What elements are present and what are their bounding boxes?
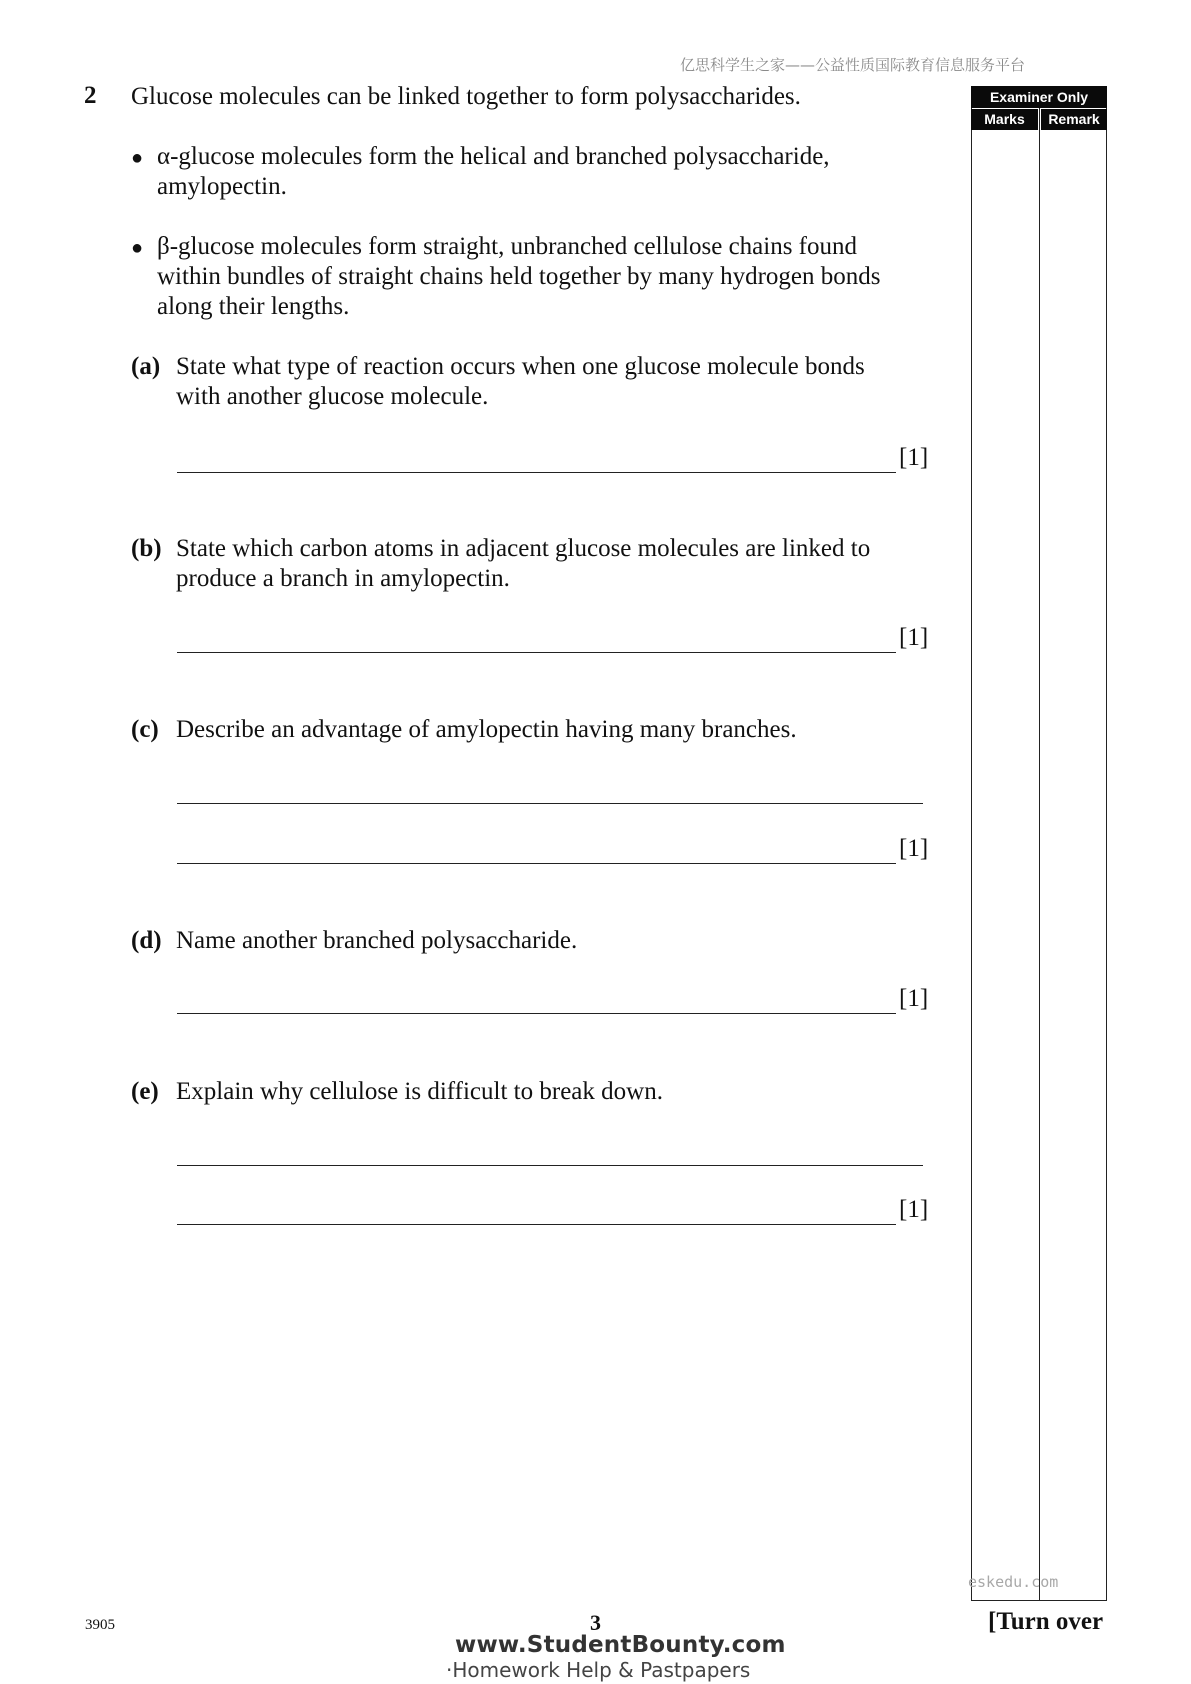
examiner-header: Examiner Only: [971, 86, 1107, 108]
part-label: (e): [131, 1078, 159, 1105]
answer-line[interactable]: [177, 803, 923, 804]
bullet-text: α-glucose molecules form the helical and branched polysaccharide,: [157, 143, 830, 170]
page-number: 3: [590, 1610, 601, 1635]
watermark-bottom: eskedu.com: [968, 1573, 1059, 1591]
part-text: State which carbon atoms in adjacent glucose molecules are linked to: [176, 535, 871, 562]
part-label: (a): [131, 353, 161, 380]
paper-code: 3905: [85, 1617, 115, 1633]
part-text: Explain why cellulose is difficult to break down.: [176, 1078, 663, 1105]
studentbounty-tagline: ·Homework Help & Pastpapers: [446, 1658, 751, 1682]
studentbounty-link[interactable]: www.StudentBounty.com: [455, 1632, 786, 1658]
turn-over-label: [Turn over: [988, 1608, 1104, 1635]
part-text: produce a branch in amylopectin.: [176, 565, 510, 592]
bullet-icon: ●: [131, 147, 144, 169]
part-label: (c): [131, 716, 159, 743]
answer-line[interactable]: [177, 1013, 896, 1014]
mark-allocation: [1]: [899, 835, 929, 862]
answer-line[interactable]: [177, 1224, 896, 1225]
answer-line[interactable]: [177, 863, 896, 864]
bullet-icon: ●: [131, 237, 144, 259]
answer-line[interactable]: [177, 472, 896, 473]
part-text: with another glucose molecule.: [176, 383, 489, 410]
part-label: (d): [131, 927, 162, 954]
mark-allocation: [1]: [899, 985, 929, 1012]
mark-allocation: [1]: [899, 444, 929, 471]
answer-line[interactable]: [177, 1165, 923, 1166]
part-text: Name another branched polysaccharide.: [176, 927, 578, 954]
mark-allocation: [1]: [899, 1196, 929, 1223]
question-intro: Glucose molecules can be linked together to form polysaccharides.: [131, 83, 801, 110]
answer-line[interactable]: [177, 652, 896, 653]
bullet-text: β-glucose molecules form straight, unbranched cellulose chains found: [157, 233, 858, 260]
marks-header: Marks: [971, 109, 1038, 130]
examiner-column-divider: [1039, 107, 1040, 1601]
part-text: State what type of reaction occurs when one glucose molecule bonds: [176, 353, 865, 380]
part-text: Describe an advantage of amylopectin having many branches.: [176, 716, 797, 743]
bullet-text: within bundles of straight chains held together by many hydrogen bonds: [157, 263, 881, 290]
part-label: (b): [131, 535, 162, 562]
question-number: 2: [84, 82, 97, 109]
bullet-text: amylopectin.: [157, 173, 287, 200]
mark-allocation: [1]: [899, 624, 929, 651]
remark-header: Remark: [1041, 109, 1107, 130]
bullet-text: along their lengths.: [157, 293, 350, 320]
watermark-text: 亿思科学生之家——公益性质国际教育信息服务平台: [680, 56, 1026, 74]
